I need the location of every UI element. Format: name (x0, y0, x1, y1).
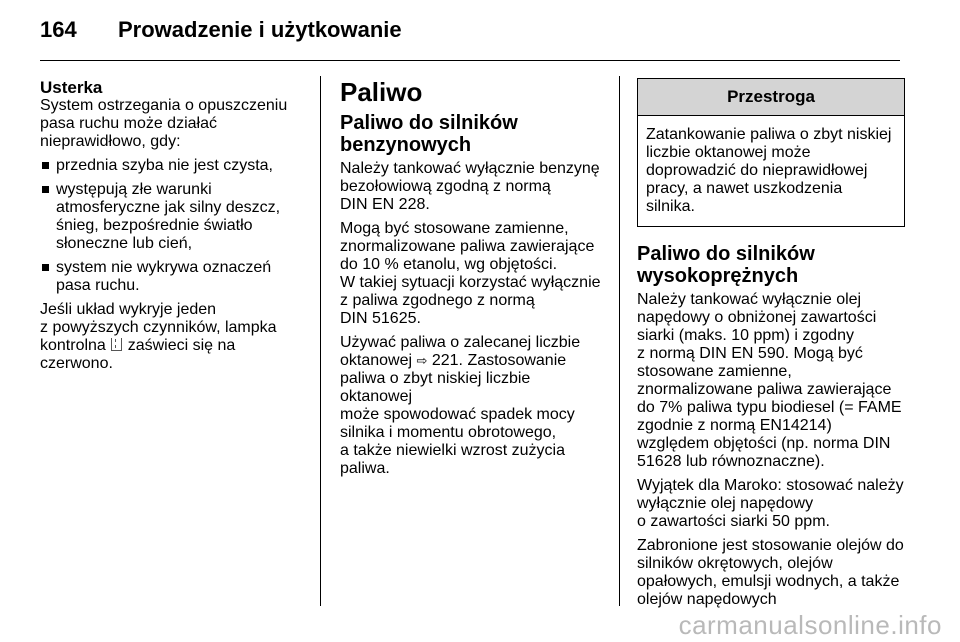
diesel-paragraph-3: Zabronione jest stosowanie olejów do silników okrętowych, olejów opałowych, emulsji wodnych, a także olejów napędowych (637, 537, 904, 608)
petrol-paragraph-1: Należy tankować wyłącznie benzynę bezołowiową zgodną z normą DIN EN 228. (340, 160, 600, 213)
list-item: system nie wykrywa oznaczeń pasa ruchu. (40, 259, 305, 295)
malfunction-intro: System ostrzegania o opuszczeniu pasa ruchu może działać nieprawidłowo, gdy: (40, 97, 288, 150)
caution-box (637, 78, 905, 227)
list-item: występują złe warunki atmosferyczne jak silny deszcz, śnieg, bezpośrednie światło słoneczne lub cień, (40, 181, 305, 253)
diesel-paragraph-2: Wyjątek dla Maroko: stosować należy wyłącznie olej napędowy o zawartości siarki 50 ppm. (637, 477, 904, 530)
bullet-square-icon (42, 186, 49, 193)
subsection-title-diesel: Paliwo do silników wysokoprężnych (637, 243, 815, 287)
page-number: 164 (40, 17, 77, 42)
column-divider-2 (619, 76, 620, 606)
warning-lamp-paragraph: Jeśli układ wykryje jeden z powyższych czynników, lampka kontrolna zaświeci się na czerwono. (40, 301, 277, 372)
lane-departure-warning-lamp-icon (111, 338, 122, 351)
section-heading-usterka: Usterka (40, 78, 103, 97)
bullet-square-icon (42, 264, 49, 271)
list-item: przednia szyba nie jest czysta, (40, 157, 305, 175)
page-header (40, 15, 920, 51)
column-divider-1 (320, 76, 321, 606)
chapter-title: Prowadzenie i użytkowanie (118, 17, 402, 42)
caution-text: Zatankowanie paliwa o zbyt niskiej liczbie oktanowej może doprowadzić do nieprawidłowej pracy, a nawet uszkodzenia silnika. (646, 126, 892, 215)
malfunction-conditions-list (40, 157, 305, 295)
petrol-paragraph-2: Mogą być stosowane zamienne, znormalizowane paliwa zawierające do 10 % etanolu, wg objętości. W takiej sytuacji korzystać wyłącznie z paliwa zgodnego z normą DIN 51625. (340, 220, 601, 327)
column-2 (340, 78, 605, 484)
watermark: carmanualsonline.info (678, 610, 942, 640)
column-1 (40, 78, 305, 379)
page-reference-arrow-icon: ⇨ (416, 353, 428, 368)
section-title-paliwo: Paliwo (340, 77, 423, 107)
petrol-paragraph-3: Używać paliwa o zalecanej liczbie oktanowej ⇨ 221. Zastosowanie paliwa o zbyt niskiej liczbie oktanowej może spowodować spadek mocy silnika i momentu obrotowego, a także niewielki wzrost zużycia paliwa. (340, 334, 581, 477)
header-rule (40, 60, 900, 61)
column-3 (637, 78, 905, 615)
subsection-title-petrol: Paliwo do silników benzynowych (340, 112, 518, 156)
diesel-paragraph-1: Należy tankować wyłącznie olej napędowy o obniżonej zawartości siarki (maks. 10 ppm) i zgodny z normą DIN EN 590. Mogą być stosowane zamienne, znormalizowane paliwa zawierające do 7% paliwa typu biodiesel (= FAME zgodnie z normą EN14214) względem objętości (np. norma DIN 51628 lub równoznaczne). (637, 291, 902, 470)
caution-title: Przestroga (638, 79, 904, 116)
bullet-square-icon (42, 162, 49, 169)
